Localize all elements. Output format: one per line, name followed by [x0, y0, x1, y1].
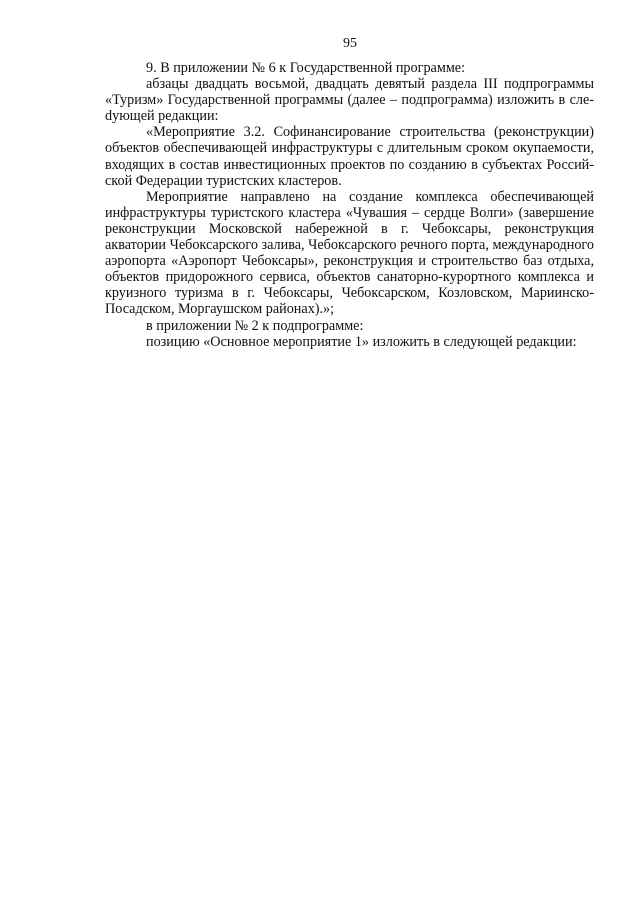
- paragraph-abzacy-amendment: абзацы двадцать восьмой, двадцать девятый раздела III подпрограммы «Туризм» Государственной программы (далее – подпрограмма) изложить в слеdующей редакции:: [105, 76, 594, 125]
- paragraph-main-measure-1: позицию «Основное мероприятие 1» изложить в следующей редакции:: [146, 333, 577, 350]
- paragraph-appendix-2: в приложении № 2 к подпрограмме:: [146, 317, 364, 334]
- paragraph-measure-3-2-title: «Мероприятие 3.2. Софинансирование строительства (реконструкции) объектов обеспечивающей инфраструктуры с длительным сроком окупаемости, входящих в состав инвестиционных проектов по созданию в субъектах Российской Федерации туристских кластеров.: [105, 124, 594, 189]
- paragraph-item-9-heading: 9. В приложении № 6 к Государственной программе:: [146, 60, 466, 76]
- document-body: [105, 60, 594, 350]
- paragraph-measure-description: Мероприятие направлено на создание комплекса обеспечивающей инфраструктуры туристского кластера «Чувашия – сердце Волги» (завершение реконструкции Московской набережной в г. Чебоксары, реконструкция акватории Чебоксарского залива, Чебоксарского речного порта, международного аэропорта «Аэропорт Чебоксары», реконструкция и строительство баз отдыха, объектов придорожного сервиса, объектов санаторно-курортного комплекса и круизного туризма в г. Чебоксары, Чебоксарском, Козловском, Мариинско-Посадском, Моргаушском районах).»;: [105, 188, 594, 318]
- page-number: 95: [343, 36, 357, 51]
